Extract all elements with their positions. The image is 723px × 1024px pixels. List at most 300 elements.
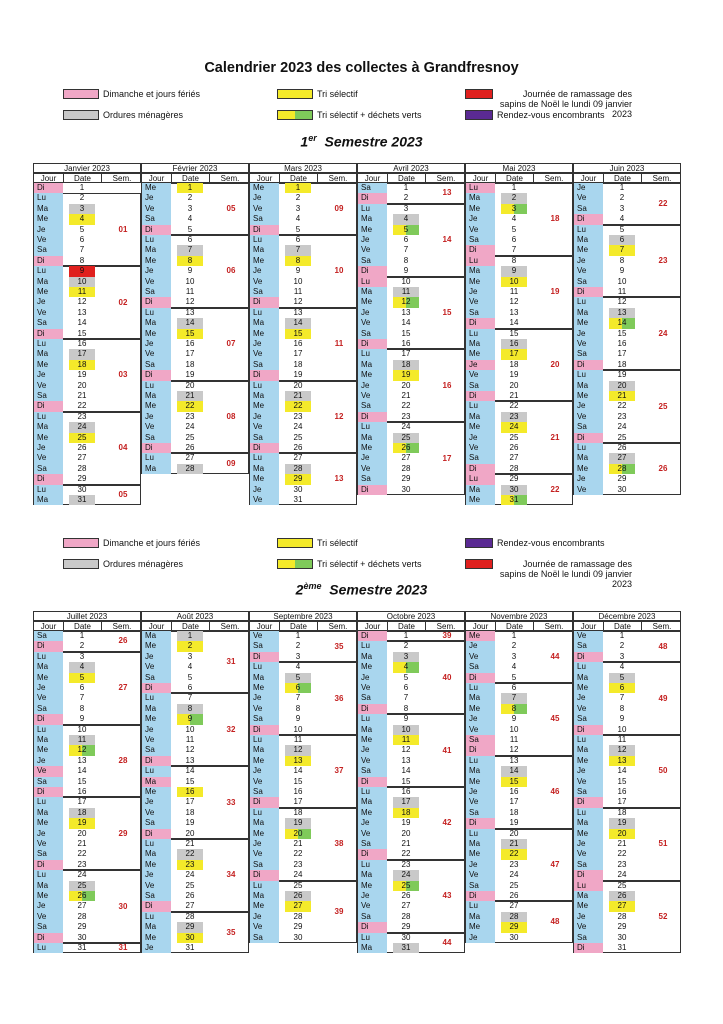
- day-row: [33, 308, 103, 318]
- date-cell: 14: [77, 766, 87, 776]
- week-number: 37: [334, 766, 344, 776]
- date-cell: 13: [401, 307, 411, 317]
- week-number: 49: [658, 693, 668, 703]
- day-row: [249, 745, 319, 755]
- day-row: [357, 735, 427, 745]
- date-cell: 15: [285, 329, 311, 339]
- date-cell: 29: [77, 922, 87, 932]
- day-row: [249, 245, 319, 255]
- weekday-cell: Ma: [573, 235, 603, 245]
- day-row: [465, 693, 535, 703]
- day-row: [33, 329, 103, 339]
- date-cell: 4: [295, 214, 301, 224]
- date-cell: 10: [617, 276, 627, 286]
- weekday-cell: Ve: [357, 464, 387, 474]
- weekday-cell: Me: [249, 683, 279, 693]
- weekday-cell: Ve: [357, 245, 387, 255]
- weekday-cell: Sa: [465, 308, 495, 318]
- weekday-cell: Je: [573, 474, 603, 484]
- date-cell: 17: [617, 797, 627, 807]
- weekday-cell: Lu: [465, 829, 495, 839]
- day-row: [249, 443, 319, 453]
- weekday-cell: Ma: [33, 204, 63, 214]
- weekday-cell: Me: [465, 422, 495, 432]
- date-cell: 1: [403, 183, 409, 192]
- date-cell: 31: [69, 495, 95, 505]
- day-row: [573, 756, 643, 766]
- date-cell: 7: [177, 245, 203, 255]
- date-cell: 21: [293, 839, 303, 848]
- weekday-cell: Me: [141, 183, 171, 193]
- date-cell: 11: [617, 735, 627, 744]
- date-cell: 29: [401, 922, 411, 932]
- day-row: [33, 266, 103, 276]
- week-number: 43: [442, 891, 452, 901]
- day-row: [357, 349, 427, 359]
- weekday-cell: Sa: [357, 912, 387, 922]
- date-cell: 2: [295, 193, 301, 203]
- day-row: [357, 641, 427, 651]
- purple-swatch: [465, 538, 493, 548]
- date-cell: 20: [509, 828, 519, 838]
- day-row: [33, 891, 103, 901]
- day-row: [573, 818, 643, 828]
- week-number: 35: [334, 641, 344, 651]
- weekday-cell: Me: [249, 756, 279, 766]
- date-cell: 25: [185, 880, 195, 890]
- day-row: [573, 901, 643, 911]
- column-headers: [357, 173, 465, 183]
- day-row: [33, 662, 103, 672]
- weekday-cell: Ve: [141, 808, 171, 818]
- date-cell: 19: [185, 370, 195, 380]
- weekday-cell: Sa: [249, 214, 279, 224]
- legend-ordures: Ordures ménagères: [63, 559, 183, 569]
- day-row: [357, 745, 427, 755]
- header-sem: Sem.: [112, 622, 132, 631]
- day-row: [357, 287, 427, 297]
- weekday-cell: Je: [141, 266, 171, 276]
- day-row: [357, 214, 427, 224]
- date-cell: 10: [293, 276, 303, 286]
- day-row: [249, 183, 319, 193]
- weekday-cell: Ve: [573, 631, 603, 641]
- day-row: [573, 204, 643, 214]
- date-cell: 29: [177, 922, 203, 932]
- weekday-cell: Ma: [249, 745, 279, 755]
- date-cell: 27: [293, 453, 303, 463]
- weekday-cell: Lu: [33, 193, 63, 203]
- week-number: 03: [118, 370, 128, 380]
- day-row: [465, 391, 535, 401]
- weekday-cell: Sa: [573, 787, 603, 797]
- date-cell: 20: [609, 829, 635, 839]
- day-row: [357, 339, 427, 349]
- weekday-cell: Sa: [141, 360, 171, 370]
- weekday-cell: Di: [357, 412, 387, 422]
- weekday-cell: Lu: [465, 474, 495, 484]
- legend-sapins: Journée de ramassage des sapins de Noël le lundi 09 janvier 2023: [465, 559, 632, 589]
- date-cell: 8: [403, 255, 409, 265]
- weekday-cell: Me: [33, 433, 63, 443]
- day-row: [33, 943, 103, 953]
- weekday-cell: Ma: [249, 818, 279, 828]
- date-cell: 10: [185, 276, 195, 286]
- week-number: 40: [442, 672, 452, 682]
- day-row: [573, 860, 643, 870]
- date-cell: 13: [401, 755, 411, 765]
- weekday-cell: Sa: [33, 245, 63, 255]
- date-cell: 30: [293, 484, 303, 494]
- weekday-cell: Ma: [465, 693, 495, 703]
- weekday-cell: Je: [141, 339, 171, 349]
- date-cell: 15: [185, 776, 195, 786]
- date-cell: 16: [185, 339, 195, 348]
- week-number: 18: [550, 214, 560, 224]
- date-cell: 18: [617, 807, 627, 817]
- weekday-cell: Di: [141, 443, 171, 453]
- weekday-cell: Ve: [357, 683, 387, 693]
- date-cell: 3: [393, 652, 419, 662]
- weekday-cell: Di: [357, 339, 387, 349]
- date-cell: 9: [619, 714, 625, 724]
- date-cell: 19: [293, 370, 303, 380]
- date-cell: 29: [501, 922, 527, 932]
- day-row: [465, 245, 535, 255]
- day-row: [141, 901, 211, 911]
- date-cell: 12: [393, 297, 419, 307]
- date-cell: 3: [619, 651, 625, 661]
- day-row: [573, 808, 643, 818]
- weekday-cell: Me: [465, 204, 495, 214]
- weekday-cell: Ve: [249, 631, 279, 641]
- day-row: [249, 401, 319, 411]
- legend-sapins: Journée de ramassage des sapins de Noël le lundi 09 janvier 2023: [465, 89, 632, 119]
- weekday-cell: Di: [249, 443, 279, 453]
- weekday-cell: Je: [357, 308, 387, 318]
- week-number: 29: [118, 828, 128, 838]
- month-name: Juin 2023: [573, 163, 681, 173]
- weekday-cell: Lu: [249, 235, 279, 245]
- day-row: [357, 193, 427, 203]
- day-row: [357, 412, 427, 422]
- day-row: [357, 860, 427, 870]
- weekday-cell: Sa: [33, 391, 63, 401]
- date-cell: 21: [77, 839, 87, 848]
- day-row: [141, 787, 211, 797]
- day-row: [573, 631, 643, 641]
- day-row: [573, 652, 643, 662]
- weekday-cell: Je: [33, 829, 63, 839]
- day-row: [249, 214, 319, 224]
- day-row: [249, 933, 319, 943]
- day-row: [33, 641, 103, 651]
- day-row: [141, 693, 211, 703]
- weekday-cell: Sa: [357, 693, 387, 703]
- week-number: 48: [550, 917, 560, 927]
- weekday-cell: Ma: [357, 943, 387, 953]
- header-sem: Sem.: [328, 622, 348, 631]
- weekday-cell: Sa: [465, 381, 495, 391]
- header-jour: Jour: [574, 622, 604, 631]
- day-row: [33, 777, 103, 787]
- day-row: [249, 495, 319, 505]
- day-row: [573, 766, 643, 776]
- day-row: [33, 839, 103, 849]
- date-cell: 25: [393, 433, 419, 443]
- week-number: 05: [226, 204, 236, 213]
- weekday-cell: Ve: [357, 391, 387, 401]
- date-cell: 17: [401, 349, 411, 359]
- date-cell: 26: [509, 443, 519, 452]
- weekday-cell: Ve: [141, 422, 171, 432]
- date-cell: 10: [617, 724, 627, 734]
- weekday-cell: Di: [33, 329, 63, 339]
- day-row: [33, 204, 103, 214]
- semester-2-title: 2ème Semestre 2023: [295, 581, 428, 598]
- week-number: 05: [118, 490, 128, 499]
- weekday-cell: Lu: [465, 183, 495, 193]
- day-row: [33, 245, 103, 255]
- weekday-cell: Ma: [357, 870, 387, 880]
- day-row: [141, 933, 211, 943]
- weekday-cell: Ve: [465, 725, 495, 735]
- weekday-cell: Ve: [141, 662, 171, 672]
- weekday-cell: Lu: [249, 453, 279, 463]
- weekday-cell: Ve: [33, 693, 63, 703]
- week-number: 26: [658, 464, 668, 473]
- weekday-cell: Je: [573, 839, 603, 849]
- date-cell: 15: [401, 328, 411, 338]
- day-row: [249, 631, 319, 641]
- column-headers: [573, 621, 681, 631]
- day-row: [573, 287, 643, 297]
- day-row: [249, 881, 319, 891]
- weekday-cell: Me: [573, 829, 603, 839]
- date-cell: 2: [403, 641, 409, 651]
- weekday-cell: Di: [249, 652, 279, 662]
- date-cell: 28: [77, 911, 87, 921]
- date-cell: 29: [509, 474, 519, 484]
- weekday-cell: Lu: [249, 662, 279, 672]
- date-cell: 13: [185, 307, 195, 317]
- weekday-cell: Lu: [249, 381, 279, 391]
- date-cell: 27: [401, 453, 411, 463]
- weekday-cell: Sa: [357, 766, 387, 776]
- day-row: [357, 360, 427, 370]
- weekday-cell: Lu: [249, 735, 279, 745]
- month-column: [33, 163, 141, 513]
- day-row: [573, 943, 643, 953]
- date-cell: 1: [285, 183, 311, 193]
- date-cell: 24: [293, 422, 303, 432]
- date-cell: 7: [79, 693, 85, 703]
- header-date: Date: [280, 174, 318, 183]
- day-row: [141, 225, 211, 235]
- date-cell: 4: [511, 662, 517, 672]
- date-cell: 5: [609, 673, 635, 683]
- weekday-cell: Je: [249, 839, 279, 849]
- date-cell: 30: [509, 932, 519, 942]
- weekday-cell: Ve: [465, 297, 495, 307]
- date-cell: 14: [401, 766, 411, 776]
- week-number: 45: [550, 714, 560, 724]
- day-row: [33, 881, 103, 891]
- date-cell: 11: [185, 735, 195, 744]
- weekday-cell: Ma: [465, 485, 495, 495]
- week-number: 31: [118, 943, 128, 953]
- date-cell: 31: [293, 495, 303, 504]
- day-row: [573, 787, 643, 797]
- day-row: [357, 225, 427, 235]
- week-number: 11: [334, 339, 344, 349]
- day-row: [33, 297, 103, 307]
- weekday-cell: Me: [357, 808, 387, 818]
- day-row: [33, 860, 103, 870]
- weekday-cell: Me: [33, 673, 63, 683]
- day-row: [33, 766, 103, 776]
- date-cell: 2: [295, 641, 301, 651]
- date-cell: 21: [617, 839, 627, 848]
- header-sem: Sem.: [652, 622, 672, 631]
- date-cell: 11: [617, 287, 627, 296]
- date-cell: 4: [187, 214, 193, 224]
- day-row: [33, 725, 103, 735]
- day-row: [141, 381, 211, 391]
- weekday-cell: Lu: [33, 797, 63, 807]
- weekday-cell: Ma: [249, 245, 279, 255]
- weekday-cell: Di: [33, 641, 63, 651]
- weekday-cell: Di: [465, 464, 495, 474]
- day-row: [141, 881, 211, 891]
- day-row: [465, 381, 535, 391]
- column-headers: [141, 621, 249, 631]
- day-row: [573, 349, 643, 359]
- week-number: 07: [226, 339, 236, 349]
- week-number: 14: [442, 235, 452, 245]
- weekday-cell: Ma: [357, 287, 387, 297]
- date-cell: 25: [69, 881, 95, 891]
- day-row: [141, 912, 211, 922]
- day-row: [249, 725, 319, 735]
- day-row: [249, 652, 319, 662]
- date-cell: 7: [187, 693, 193, 703]
- day-row: [573, 641, 643, 651]
- weekday-cell: Sa: [573, 641, 603, 651]
- date-cell: 22: [501, 849, 527, 859]
- weekday-cell: Je: [357, 381, 387, 391]
- week-number: 16: [442, 380, 452, 390]
- date-cell: 2: [79, 193, 85, 203]
- day-row: [357, 797, 427, 807]
- weekday-cell: Lu: [357, 641, 387, 651]
- weekday-cell: Lu: [141, 839, 171, 849]
- weekday-cell: Di: [141, 370, 171, 380]
- date-cell: 21: [609, 391, 635, 401]
- weekday-cell: Je: [249, 339, 279, 349]
- date-cell: 13: [609, 756, 635, 766]
- date-cell: 29: [617, 474, 627, 484]
- red-swatch: [465, 559, 493, 569]
- weekday-cell: Sa: [573, 204, 603, 214]
- day-row: [141, 808, 211, 818]
- day-row: [141, 401, 211, 411]
- date-cell: 26: [293, 443, 303, 452]
- date-cell: 5: [403, 672, 409, 682]
- week-number: 44: [550, 652, 560, 661]
- date-cell: 11: [69, 287, 95, 297]
- date-cell: 12: [77, 297, 87, 307]
- day-row: [249, 381, 319, 391]
- weekday-cell: Ve: [33, 235, 63, 245]
- day-row: [249, 204, 319, 214]
- day-row: [465, 829, 535, 839]
- week-number: 35: [226, 927, 236, 937]
- weekday-cell: Ma: [465, 193, 495, 203]
- weekday-cell: Me: [465, 922, 495, 932]
- day-row: [465, 349, 535, 359]
- day-row: [465, 745, 535, 755]
- day-row: [357, 183, 427, 193]
- weekday-cell: Sa: [141, 287, 171, 297]
- day-row: [33, 381, 103, 391]
- header-sem: Sem.: [544, 622, 564, 631]
- weekday-cell: Di: [33, 714, 63, 724]
- weekday-cell: Je: [465, 214, 495, 224]
- month-column: [465, 611, 573, 961]
- date-cell: 19: [509, 818, 519, 828]
- day-row: [141, 235, 211, 245]
- week-number: 13: [442, 188, 452, 198]
- date-cell: 7: [285, 245, 311, 255]
- day-row: [465, 412, 535, 422]
- date-cell: 27: [285, 901, 311, 911]
- date-cell: 7: [79, 245, 85, 255]
- red-swatch: [465, 89, 493, 99]
- day-row: [573, 193, 643, 203]
- date-cell: 29: [293, 922, 303, 932]
- weekday-cell: Je: [357, 818, 387, 828]
- day-row: [573, 245, 643, 255]
- date-cell: 28: [293, 911, 303, 921]
- date-cell: 6: [403, 683, 409, 692]
- header-jour: Jour: [142, 174, 172, 183]
- date-cell: 7: [501, 693, 527, 703]
- day-row: [357, 725, 427, 735]
- weekday-cell: Ma: [465, 412, 495, 422]
- date-cell: 28: [401, 463, 411, 473]
- date-cell: 2: [619, 193, 625, 203]
- weekday-cell: Ma: [249, 391, 279, 401]
- date-cell: 24: [185, 422, 195, 432]
- week-number: 17: [442, 453, 452, 463]
- day-row: [357, 901, 427, 911]
- date-cell: 13: [77, 307, 87, 317]
- day-row: [465, 214, 535, 224]
- month-column: [465, 163, 573, 513]
- date-cell: 11: [393, 287, 419, 297]
- day-row: [465, 933, 535, 943]
- day-row: [249, 849, 319, 859]
- day-row: [33, 745, 103, 755]
- header-jour: Jour: [34, 174, 64, 183]
- date-cell: 23: [293, 411, 303, 421]
- weekday-cell: Me: [573, 391, 603, 401]
- date-cell: 20: [609, 381, 635, 391]
- date-cell: 12: [69, 745, 95, 755]
- weekday-cell: Je: [573, 401, 603, 411]
- day-row: [573, 745, 643, 755]
